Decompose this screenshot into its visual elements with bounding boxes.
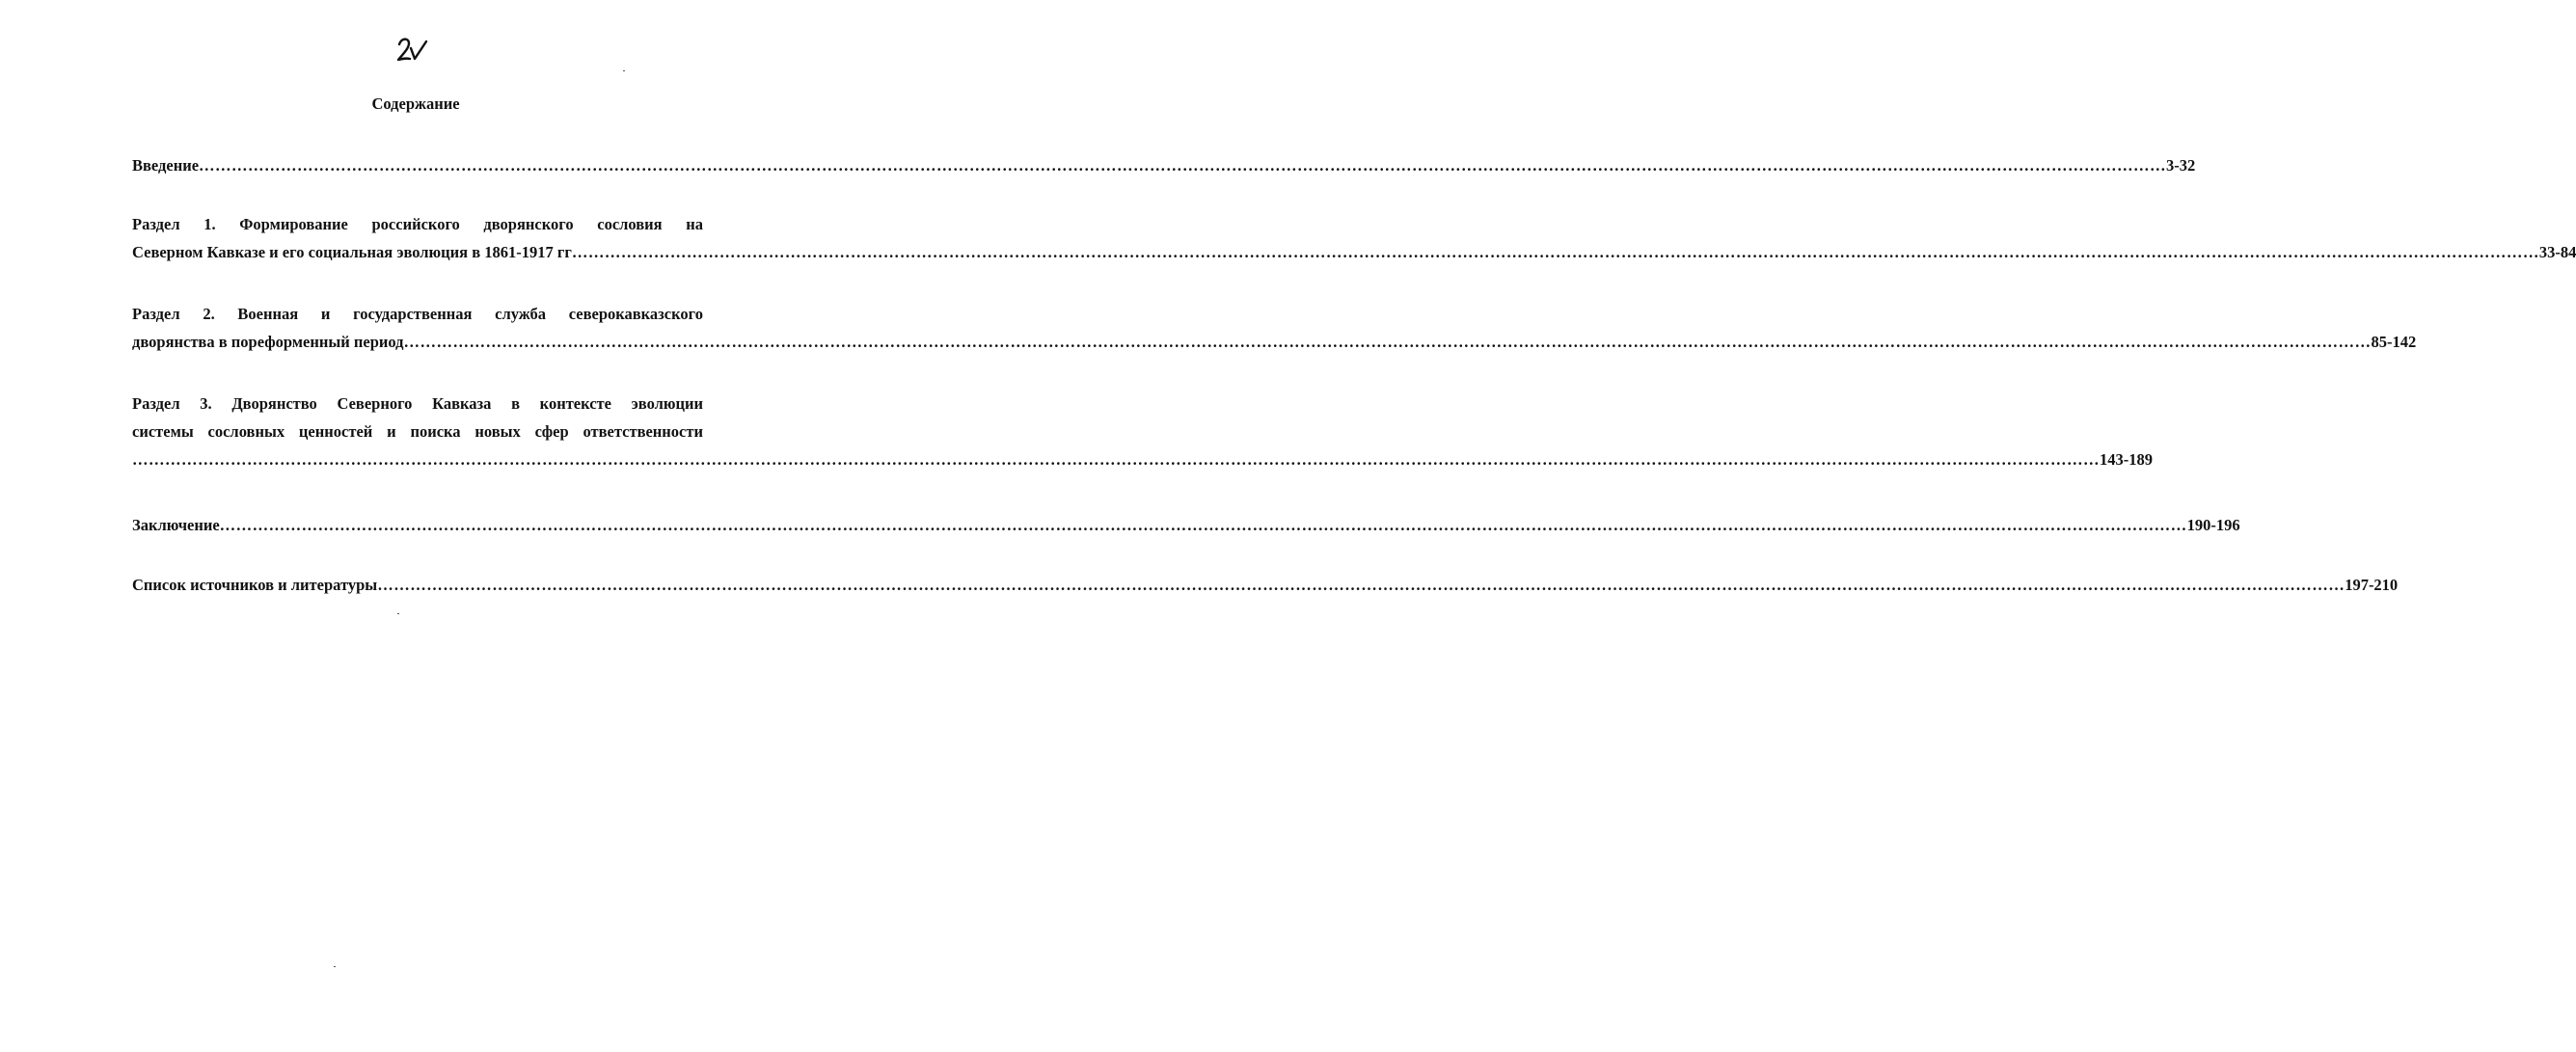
toc-entry-pages: 33-84 [2538,243,2576,261]
toc-entry-title: Список источников и литературы [132,576,378,594]
dot-leader: ……………………………………………………………………………………………………………………………………………………………………………………………………………………………………………………………………………………………………………………………… [132,450,2100,469]
toc-title: Содержание [371,94,460,113]
handwritten-page-number [393,33,432,67]
toc-leader-line [132,328,2417,356]
toc-entry-pages: 85-142 [2371,333,2417,351]
scan-speck [334,966,336,967]
toc-entry-title-line: Раздел 1. Формирование российского дворянского сословия на [132,215,703,233]
scan-speck [397,613,399,614]
toc-leader-line [132,445,2153,473]
toc-entry-bibliography [132,571,2399,599]
handwritten-number-glyph [393,33,432,67]
dot-leader: ……………………………………………………………………………………………………………………………………………………………………………………………………………………………………………………………………………………………………………………………… [199,156,2167,175]
toc-entry-section-3 [132,390,2153,473]
toc-entry-pages: 143-189 [2100,450,2153,469]
toc-entry-section-1 [132,210,2576,266]
toc-entry-section-2 [132,300,2417,356]
toc-leader-line [132,511,2240,539]
toc-entry-title-line: дворянства в пореформенный период [132,333,404,351]
dot-leader: ……………………………………………………………………………………………………………………………………………………………………………………………………………………………………………………………………………………………………………………………… [377,576,2346,594]
toc-entry-title-line: Северном Кавказе и его социальная эволюция в 1861-1917 гг [132,243,572,261]
dot-leader: ……………………………………………………………………………………………………………………………………………………………………………………………………………………………………………………………………………………………………………………………… [403,333,2372,351]
toc-entry-title-line: системы сословных ценностей и поиска новых сфер ответственности [132,422,703,441]
toc-entry-introduction [132,151,2196,179]
toc-entry-title-line: Раздел 2. Военная и государственная служба северокавказского [132,305,703,323]
toc-entry-conclusion [132,511,2240,539]
scan-speck [623,70,625,71]
toc-leader-line [132,238,2576,266]
dot-leader: ……………………………………………………………………………………………………………………………………………………………………………………………………………………………………………………………………………………………………………………………… [571,243,2539,261]
toc-entry-pages: 190-196 [2186,516,2240,534]
dot-leader: ……………………………………………………………………………………………………………………………………………………………………………………………………………………………………………………………………………………………………………………………… [219,516,2187,534]
toc-entry-pages: 197-210 [2345,576,2399,594]
toc-entry-title-line: Раздел 3. Дворянство Северного Кавказа в контексте эволюции [132,394,703,413]
toc-leader-line [132,151,2196,179]
toc-entry-pages: 3-32 [2166,156,2196,175]
toc-leader-line [132,571,2399,599]
toc-entry-title: Заключение [132,516,220,534]
toc-entry-title: Введение [132,156,200,175]
